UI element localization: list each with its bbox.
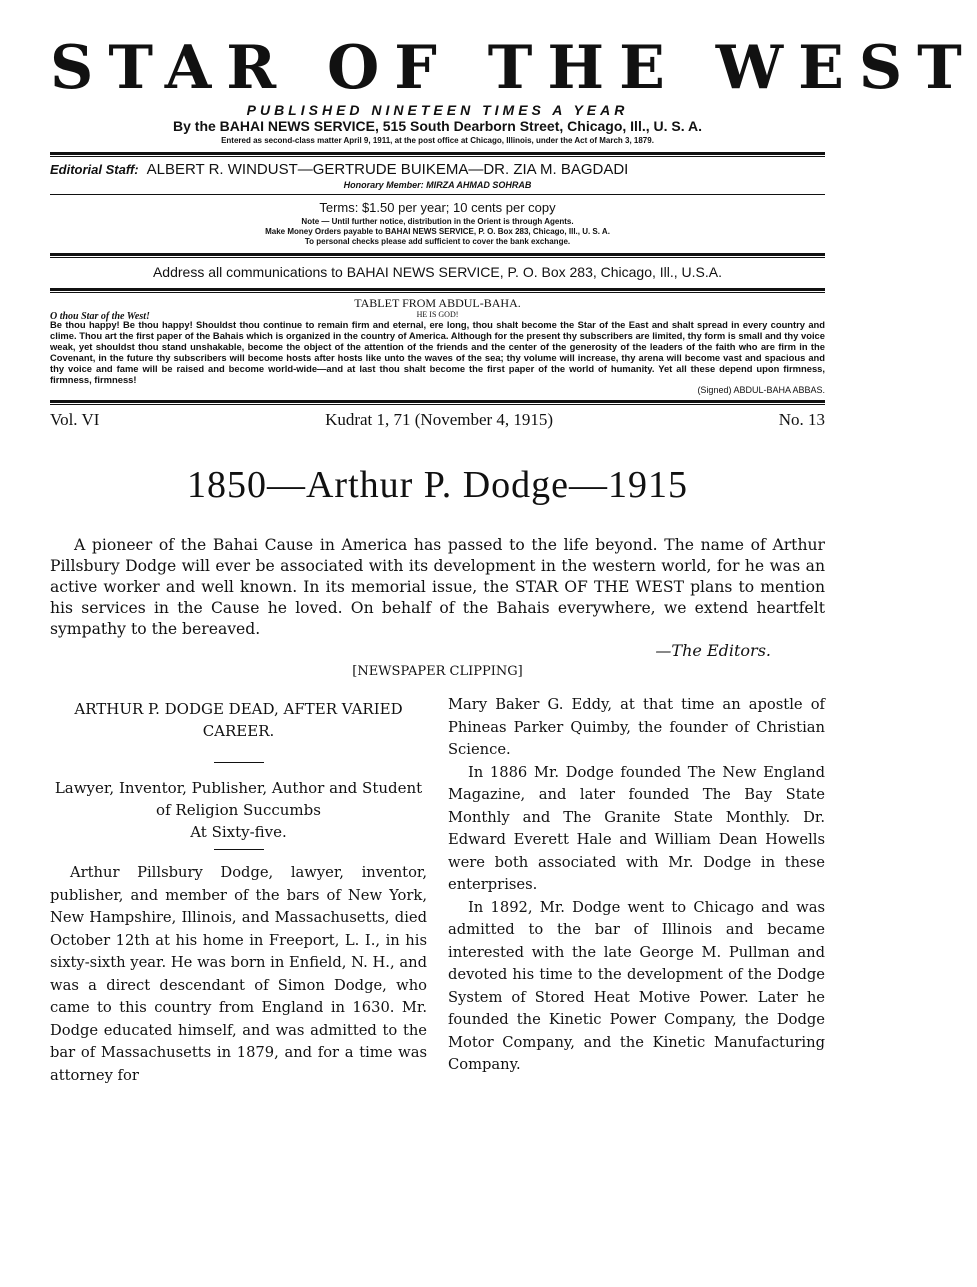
honorary-member: Honorary Member: MIRZA AHMAD SOHRAB	[343, 180, 532, 190]
editorial-staff	[50, 161, 825, 179]
publisher-line: By the BAHAI NEWS SERVICE, 515 South Dearborn Street, Chicago, Ill., U. S. A.	[173, 118, 702, 134]
clipping-label: [NEWSPAPER CLIPPING]	[352, 664, 523, 679]
article-subheadline-age: At Sixty-five.	[190, 823, 287, 841]
volume-label: Vol. VI	[50, 410, 100, 429]
issue-date: Kudrat 1, 71 (November 4, 1915)	[325, 410, 554, 429]
money-order-note: Make Money Orders payable to BAHAI NEWS SERVICE, P. O. Box 283, Chicago, Ill., U. S. A.	[265, 227, 610, 236]
masthead-title: STAR OF THE WEST	[50, 33, 977, 103]
address-line: Address all communications to BAHAI NEWS SERVICE, P. O. Box 283, Chicago, Ill., U.S.A.	[152, 264, 723, 280]
tablet-section	[50, 297, 825, 396]
page-headline: 1850—Arthur P. Dodge—1915	[186, 464, 689, 506]
tablet-body: Be thou happy! Be thou happy! Shouldst thou continue to remain firm and eternal, ere long, thou shalt become the Star of the East and shalt spread in every country and clime. Thou art the first paper of the Bahais which is organized in the country of America. Although for the present thy subscribers are limited, thy form is small and thy voice weak, yet shouldst thou stand unshakable, become the object of the attention of the friends and the center of the generosity of the leaders of the faith who are firm in the Covenant, in the future thy subscribers will become hosts after hosts like unto the waves of the sea; thy volume will increase, thy arena will become vast and spacious and thy voice and fame will be raised and become world-wide—and at last thou shalt become the first paper of the world of humanity. Yet all these depend upon firmness, firmness, firmness!	[50, 319, 825, 385]
newspaper-page	[50, 0, 977, 1087]
divider	[214, 762, 264, 763]
editors-note	[50, 535, 825, 640]
article-columns	[50, 694, 825, 1087]
entry-notice: Entered as second-class matter April 9, 1911, at the post office at Chicago, Illinois, under the Act of March 3, 1879.	[221, 136, 654, 145]
staff-label: Editorial Staff:	[50, 162, 139, 177]
article-subheadline: Lawyer, Inventor, Publisher, Author and Student of Religion Succumbs	[54, 779, 423, 819]
issue-number: No. 13	[778, 410, 825, 429]
article-column-right	[448, 694, 825, 1087]
article-paragraph: Arthur Pillsbury Dodge, lawyer, inventor, publisher, and member of the bars of New York, New Hampshire, Illinois, and Massachusetts, died October 12th at his home in Freeport, L. I., in his sixty-sixth year. He was born in Enfield, N. H., and was a direct descendant of Simon Dodge, who came to this country from England in 1630. Mr. Dodge educated himself, and was admitted to the bar of Massachusetts in 1879, and for a time was attorney for	[50, 864, 427, 1084]
masthead-subtitle: PUBLISHED NINETEEN TIMES A YEAR	[246, 102, 629, 118]
tablet-title: TABLET FROM ABDUL-BAHA.	[354, 296, 521, 310]
issue-line	[50, 409, 825, 431]
article-paragraph: In 1886 Mr. Dodge founded The New England Magazine, and later founded The Bay State Monthly and The Granite State Monthly. Dr. Edward Everett Hale and William Dean Howells were both associated with Mr. Dodge in these enterprises.	[448, 763, 825, 893]
divider	[50, 152, 825, 157]
editors-note-text: A pioneer of the Bahai Cause in America has passed to the life beyond. The name of Arthur Pillsbury Dodge will ever be associated with its development in the western world, for he was an active worker and well known. In its memorial issue, the STAR OF THE WEST plans to mention his services in the Cause he loved. On behalf of the Bahais everywhere, we extend heartfelt sympathy to the bereaved.	[50, 536, 825, 638]
divider	[214, 849, 264, 850]
subscription-terms: Terms: $1.50 per year; 10 cents per copy	[319, 200, 556, 215]
editors-signoff: —The Editors.	[655, 641, 771, 660]
staff-names: ALBERT R. WINDUST—GERTRUDE BUIKEMA—DR. ZIA M. BAGDADI	[146, 161, 629, 178]
check-note: To personal checks please add sufficient to cover the bank exchange.	[304, 237, 571, 246]
article-column-left	[50, 694, 427, 1087]
divider	[50, 253, 825, 258]
divider	[50, 288, 825, 293]
divider	[50, 400, 825, 405]
tablet-subtitle: HE IS GOD!	[416, 310, 459, 319]
tablet-salutation: O thou Star of the West!	[50, 311, 150, 322]
tablet-signature: (Signed) ABDUL-BAHA ABBAS.	[697, 385, 825, 395]
distribution-note: Note — Until further notice, distribution in the Orient is through Agents.	[301, 217, 574, 226]
divider	[50, 194, 825, 195]
article-paragraph: In 1892, Mr. Dodge went to Chicago and was admitted to the bar of Illinois and became interested with the late George M. Pullman and devoted his time to the development of the Dodge System of Stored Heat Motive Power. Later he founded the Kinetic Power Company, the Dodge Motor Company, and the Kinetic Manufacturing Company.	[448, 898, 825, 1073]
article-paragraph: Mary Baker G. Eddy, at that time an apostle of Phineas Parker Quimby, the founder of Christian Science.	[448, 696, 825, 758]
article-headline: ARTHUR P. DODGE DEAD, AFTER VARIED CAREER.	[74, 700, 403, 740]
